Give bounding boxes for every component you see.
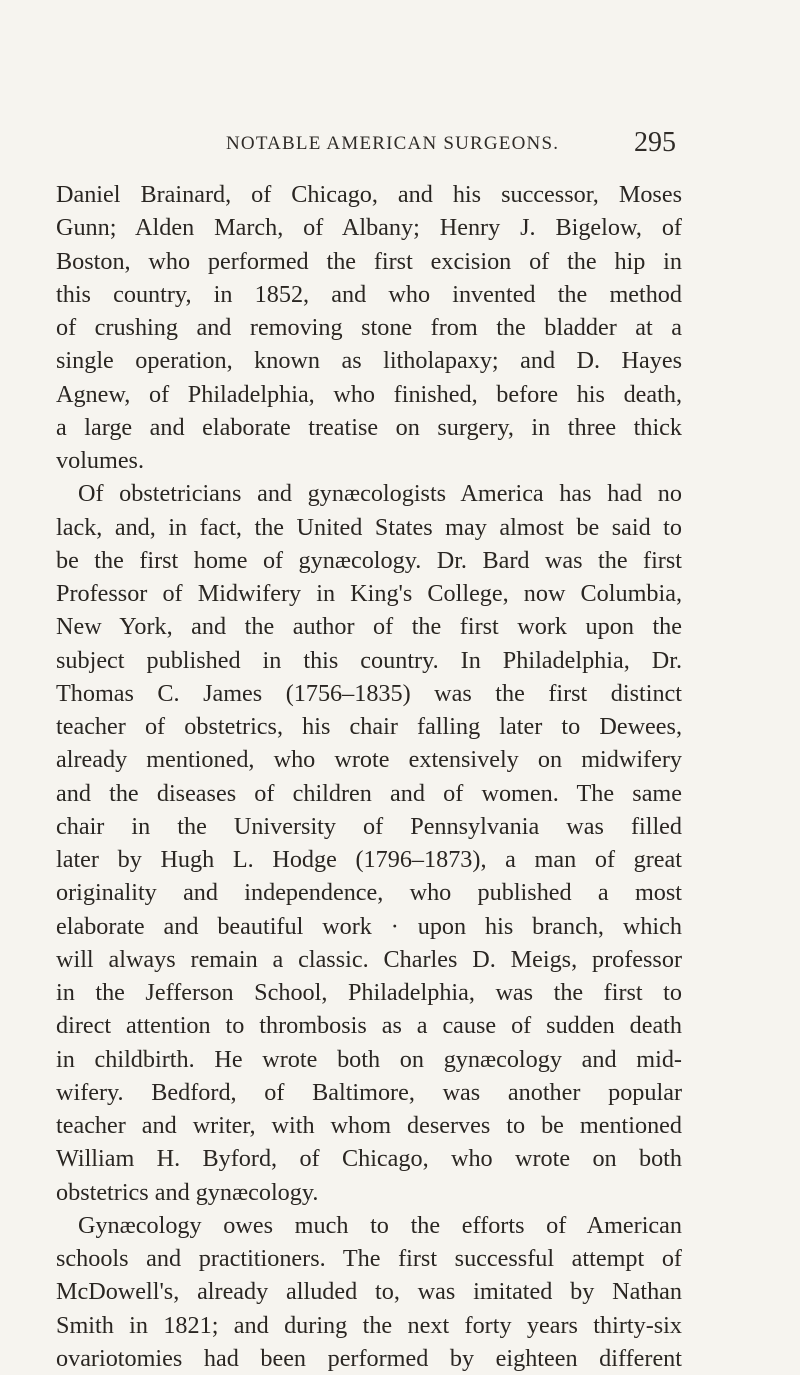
text-line: ovariotomies had been performed by eighteen different (56, 1344, 682, 1372)
text-line: schools and practitioners. The first successful attempt of (56, 1245, 682, 1272)
text-line: wifery. Bedford, of Baltimore, was another popular (56, 1078, 682, 1106)
text-line: later by Hugh L. Hodge (1796–1873), a man of great (56, 846, 682, 873)
text-line: of crushing and removing stone from the bladder at a (56, 314, 682, 341)
text-line: Thomas C. James (1756–1835) was the first distinct (56, 679, 682, 707)
text-line: single operation, known as litholapaxy; and D. Hayes (56, 347, 682, 375)
text-line: be the first home of gynæcology. Dr. Bard was the first (56, 546, 682, 574)
running-head (0, 127, 800, 173)
text-line: New York, and the author of the first work upon the (56, 613, 682, 641)
text-line: and the diseases of children and of women. The same (56, 779, 682, 807)
text-line: Smith in 1821; and during the next forty years thirty-six (56, 1311, 682, 1339)
text-line: elaborate and beautiful work · upon his branch, which (56, 912, 682, 940)
text-line: obstetrics and gynæcology. (56, 1178, 319, 1206)
text-line: already mentioned, who wrote extensively on midwifery (56, 746, 682, 774)
text-line: a large and elaborate treatise on surgery, in three thick (56, 413, 682, 441)
text-line: Daniel Brainard, of Chicago, and his successor, Moses (56, 181, 682, 208)
text-line: Agnew, of Philadelphia, who finished, before his death, (56, 380, 682, 408)
text-line: teacher and writer, with whom deserves to be mentioned (56, 1112, 682, 1139)
text-line: William H. Byford, of Chicago, who wrote on both (56, 1145, 682, 1173)
text-line: this country, in 1852, and who invented the method (56, 280, 682, 308)
text-line: originality and independence, who published a most (56, 879, 682, 907)
body-text (56, 178, 682, 1375)
running-title: NOTABLE AMERICAN SURGEONS. (226, 133, 560, 154)
text-line: teacher of obstetrics, his chair falling later to Dewees, (56, 713, 682, 740)
text-line: Boston, who performed the first excision of the hip in (56, 247, 682, 275)
page-number: 295 (634, 127, 676, 158)
text-line: Professor of Midwifery in King's College, now Columbia, (56, 580, 682, 607)
text-line: subject published in this country. In Philadelphia, Dr. (56, 646, 682, 674)
text-line: will always remain a classic. Charles D. Meigs, professor (56, 945, 682, 973)
text-line: Gunn; Alden March, of Albany; Henry J. Bigelow, of (56, 214, 682, 242)
text-line: direct attention to thrombosis as a cause of sudden death (56, 1012, 682, 1040)
text-line: Gynæcology owes much to the efforts of American (78, 1211, 682, 1239)
text-line: Of obstetricians and gynæcologists America has had no (78, 480, 682, 508)
text-line: lack, and, in fact, the United States may almost be said to (56, 513, 682, 541)
text-line: chair in the University of Pennsylvania was filled (56, 812, 682, 840)
text-line: volumes. (56, 447, 145, 474)
text-line: in the Jefferson School, Philadelphia, was the first to (56, 979, 682, 1006)
text-line: McDowell's, already alluded to, was imitated by Nathan (56, 1278, 682, 1306)
text-line: in childbirth. He wrote both on gynæcology and mid- (56, 1045, 682, 1073)
